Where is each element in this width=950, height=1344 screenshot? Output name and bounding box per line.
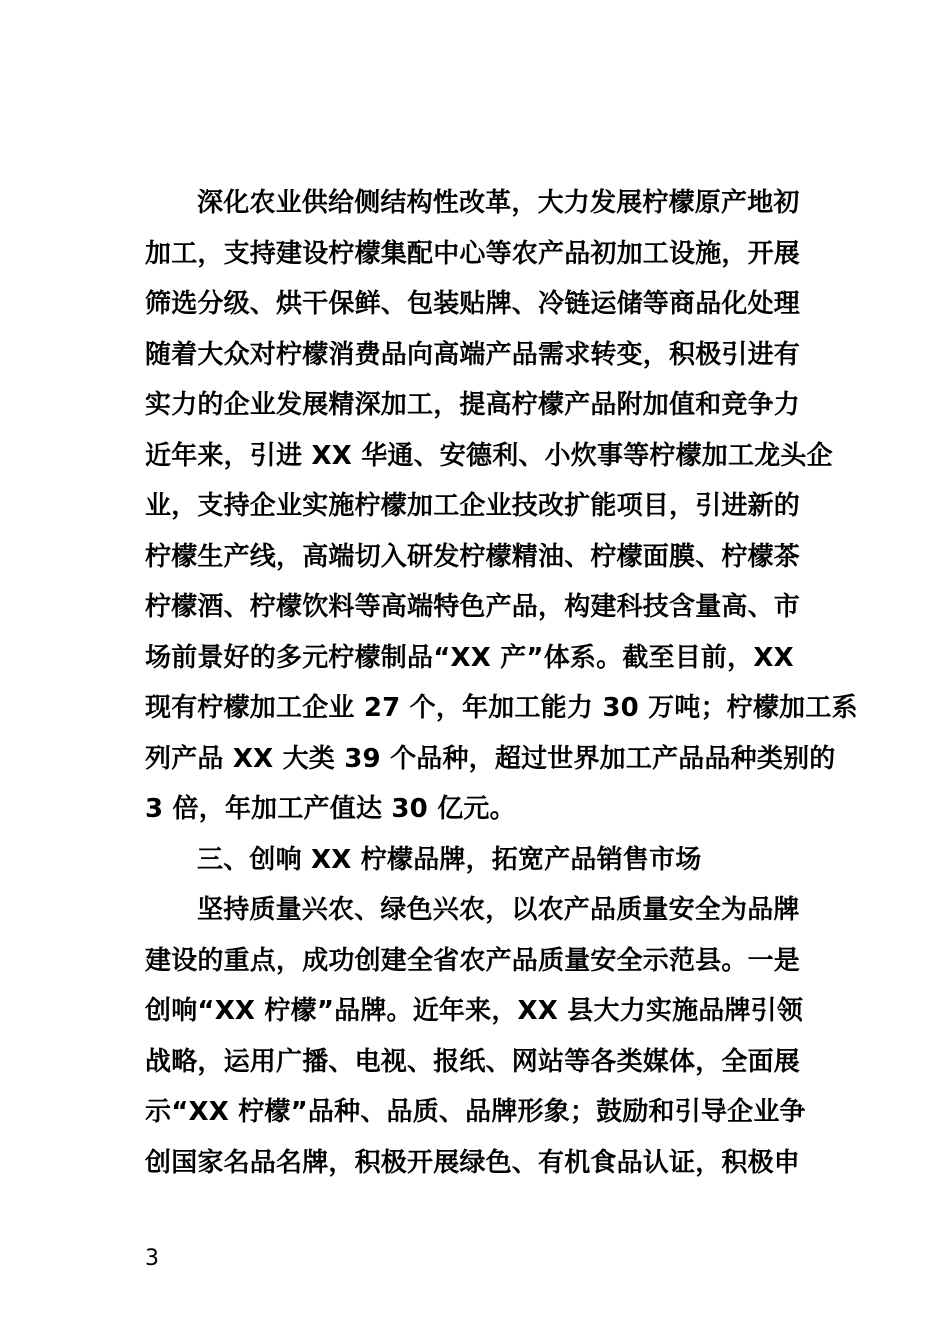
text-line-4: 随着大众对柠檬消费品向高端产品需求转变，积极引进有 (145, 339, 801, 370)
text-line-12: 列产品 XX 大类 39 个品种，超过世界加工产品品种类别的 (145, 743, 836, 774)
text-line-7: 业，支持企业实施柠檬加工企业技改扩能项目，引进新的 (145, 491, 801, 521)
text-line-16: 建设的重点，成功创建全省农产品质量安全示范县。一是 (145, 945, 801, 976)
text-line-15: 坚持质量兴农、绿色兴农，以农产品质量安全为品牌 (197, 895, 800, 925)
text-line-6: 近年来，引进 XX 华通、安德利、小炊事等柠檬加工龙头企 (145, 440, 833, 471)
text-line-1: 深化农业供给侧结构性改革，大力发展柠檬原产地初 (197, 188, 800, 218)
text-line-19: 示“XX 柠檬”品种、品质、品牌形象；鼓励和引导企业争 (145, 1097, 806, 1127)
text-line-8: 柠檬生产线，高端切入研发柠檬精油、柠檬面膜、柠檬茶 (145, 541, 801, 572)
text-line-3: 筛选分级、烘干保鲜、包装贴牌、冷链运储等商品化处理 (145, 289, 801, 319)
text-line-13: 3 倍，年加工产值达 30 亿元。 (145, 794, 516, 824)
text-line-2: 加工，支持建设柠檬集配中心等农产品初加工设施，开展 (145, 238, 801, 269)
text-line-11: 现有柠檬加工企业 27 个，年加工能力 30 万吨；柠檬加工系 (145, 693, 858, 723)
body-text (145, 178, 858, 1188)
text-line-18: 战略，运用广播、电视、报纸、网站等各类媒体，全面展 (145, 1046, 801, 1077)
text-line-17: 创响“XX 柠檬”品牌。近年来，XX 县大力实施品牌引领 (145, 996, 804, 1026)
text-line-9: 柠檬酒、柠檬饮料等高端特色产品，构建科技含量高、市 (145, 592, 801, 622)
section-heading: 三、创响 XX 柠檬品牌，拓宽产品销售市场 (197, 844, 702, 875)
text-line-5: 实力的企业发展精深加工，提高柠檬产品附加值和竞争力 (145, 390, 801, 420)
text-line-10: 场前景好的多元柠檬制品“XX 产”体系。截至目前，XX (145, 642, 794, 673)
page-number: 3 (145, 1246, 159, 1271)
text-line-20: 创国家名品名牌，积极开展绿色、有机食品认证，积极申 (145, 1147, 801, 1178)
